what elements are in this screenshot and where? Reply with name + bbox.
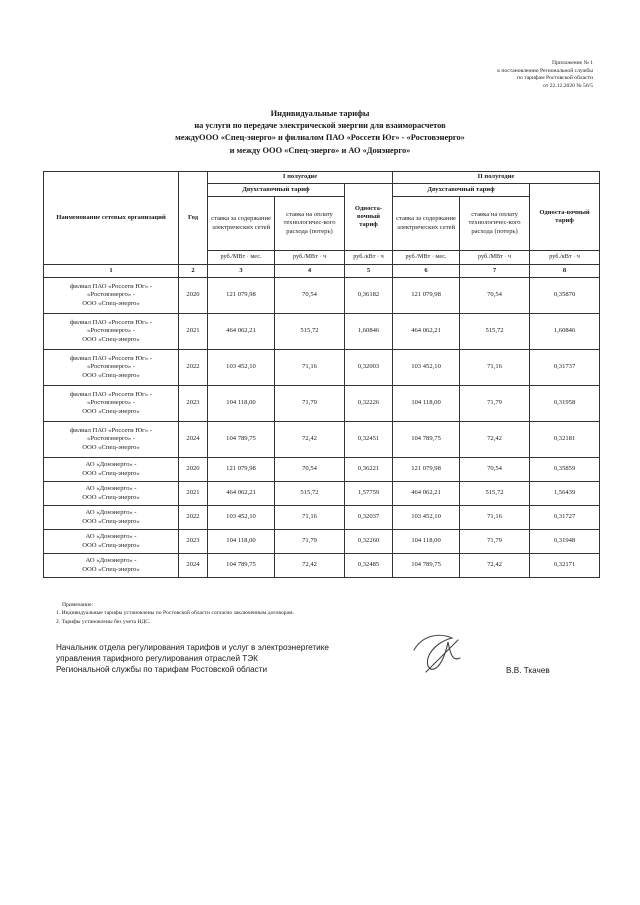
cell-year: 2020	[179, 458, 208, 482]
cell-h2-single: 1,56439	[530, 482, 600, 506]
appendix-header	[497, 60, 593, 90]
table-body	[44, 278, 600, 578]
cell-h2-content: 104 118,00	[393, 530, 460, 554]
cell-h1-single: 0,32003	[345, 350, 393, 386]
cell-year: 2024	[179, 422, 208, 458]
cell-h1-content: 121 079,98	[208, 278, 275, 314]
org-line: филиал ПАО «Россети Юг» -	[70, 283, 152, 291]
cell-h1-losses: 72,42	[275, 554, 345, 578]
cell-year: 2021	[179, 482, 208, 506]
cell-h1-single: 0,36182	[345, 278, 393, 314]
cell-h2-content: 104 118,00	[393, 386, 460, 422]
cell-h1-content: 104 789,75	[208, 422, 275, 458]
cell-h1-content: 121 079,98	[208, 458, 275, 482]
cell-org	[44, 422, 179, 458]
cell-h1-single: 1,60846	[345, 314, 393, 350]
table-row	[44, 506, 600, 530]
cell-h1-losses: 71,16	[275, 506, 345, 530]
appendix-line-4: от 22.12.2020 № 56/5	[543, 82, 593, 89]
title-line-3: междуООО «Спец-энерго» и филиалом ПАО «Россети Юг» - «Ростовэнерго»	[175, 133, 465, 143]
table-row	[44, 482, 600, 506]
header-org: Наименование сетевых организаций	[44, 172, 179, 265]
unit-h2-single: руб./кВт · ч	[530, 251, 600, 265]
table-row	[44, 350, 600, 386]
cell-org	[44, 278, 179, 314]
tariff-table	[43, 171, 600, 578]
cell-h2-content: 103 452,10	[393, 506, 460, 530]
org-line: «Ростовэнерго» -	[87, 363, 135, 371]
cell-h1-losses: 70,54	[275, 458, 345, 482]
signer-name: В.В. Ткачев	[506, 666, 550, 675]
signature-position-line-2: управления тарифного регулирования отраслей ТЭК	[56, 654, 258, 664]
header-h2-two-part: Двухставочный тариф	[393, 184, 530, 197]
column-number: 3	[208, 265, 275, 278]
cell-h2-losses: 515,72	[460, 482, 530, 506]
table-row	[44, 314, 600, 350]
cell-h1-single: 0,36221	[345, 458, 393, 482]
cell-h1-single: 1,57759	[345, 482, 393, 506]
cell-org	[44, 386, 179, 422]
note-1: 1. Индивидуальные тарифы установлены по Ростовской области согласно заключенным договорам.	[56, 610, 294, 617]
cell-h2-single: 0,32171	[530, 554, 600, 578]
appendix-line-1: Приложение № 1	[552, 60, 593, 66]
cell-h1-losses: 515,72	[275, 314, 345, 350]
cell-h2-content: 464 062,21	[393, 482, 460, 506]
cell-h1-content: 464 062,21	[208, 482, 275, 506]
cell-h2-losses: 71,16	[460, 350, 530, 386]
cell-org	[44, 506, 179, 530]
cell-h1-single: 0,32226	[345, 386, 393, 422]
column-number: 5	[345, 265, 393, 278]
header-h2-rate-content: ставка за содержание электрических сетей	[393, 197, 460, 251]
column-number: 6	[393, 265, 460, 278]
table-header	[44, 172, 600, 278]
signature-block	[56, 642, 329, 676]
document-title	[0, 108, 640, 157]
table-row	[44, 458, 600, 482]
cell-year: 2021	[179, 314, 208, 350]
cell-year: 2023	[179, 386, 208, 422]
signature-position-line-1: Начальник отдела регулирования тарифов и услуг в электроэнергетике	[56, 643, 329, 652]
cell-h2-content: 121 079,98	[393, 458, 460, 482]
org-line: ООО «Спец-энерго»	[82, 335, 140, 343]
cell-h2-losses: 71,79	[460, 530, 530, 554]
cell-year: 2020	[179, 278, 208, 314]
org-line: «Ростовэнерго» -	[87, 327, 135, 335]
cell-h2-single: 0,31958	[530, 386, 600, 422]
column-number: 4	[275, 265, 345, 278]
org-line: ООО «Спец-энерго»	[82, 565, 140, 573]
table-row	[44, 278, 600, 314]
unit-h1-content: руб./МВт · мес.	[208, 251, 275, 265]
cell-h2-losses: 70,54	[460, 458, 530, 482]
header-h2-one-part: Односта-вочный тариф	[530, 184, 600, 251]
cell-h1-content: 104 789,75	[208, 554, 275, 578]
org-line: ООО «Спец-энерго»	[82, 407, 140, 415]
header-half-1: I полугодие	[208, 172, 393, 184]
cell-h1-losses: 71,79	[275, 386, 345, 422]
table-row	[44, 422, 600, 458]
header-h1-two-part: Двухставочный тариф	[208, 184, 345, 197]
unit-h2-content: руб./МВт · мес.	[393, 251, 460, 265]
org-line: ООО «Спец-энерго»	[82, 517, 140, 525]
cell-h2-losses: 72,42	[460, 554, 530, 578]
cell-h2-single: 0,31948	[530, 530, 600, 554]
org-line: «Ростовэнерго» -	[87, 435, 135, 443]
notes-heading: Примечание:	[62, 602, 94, 608]
cell-org	[44, 554, 179, 578]
cell-h2-losses: 72,42	[460, 422, 530, 458]
cell-org	[44, 458, 179, 482]
cell-h2-content: 121 079,98	[393, 278, 460, 314]
header-year: Год	[179, 172, 208, 265]
column-number: 8	[530, 265, 600, 278]
header-h1-rate-losses: ставка на оплату технологичес-кого расхода (потерь)	[275, 197, 345, 251]
org-line: АО «Донэнерго» -	[85, 485, 137, 493]
cell-h2-single: 1,60846	[530, 314, 600, 350]
header-h1-one-part: Односта-вочный тариф	[345, 184, 393, 251]
cell-h1-single: 0,32451	[345, 422, 393, 458]
cell-h2-single: 0,35859	[530, 458, 600, 482]
cell-h1-content: 103 452,10	[208, 350, 275, 386]
handwritten-signature	[408, 628, 468, 680]
appendix-line-2: к постановлению Региональной службы	[497, 67, 593, 74]
org-line: филиал ПАО «Россети Юг» -	[70, 319, 152, 327]
cell-h2-content: 104 789,75	[393, 422, 460, 458]
cell-h1-content: 103 452,10	[208, 506, 275, 530]
cell-h1-losses: 70,54	[275, 278, 345, 314]
org-line: АО «Донэнерго» -	[85, 461, 137, 469]
org-line: филиал ПАО «Россети Юг» -	[70, 391, 152, 399]
cell-year: 2022	[179, 350, 208, 386]
org-line: АО «Донэнерго» -	[85, 557, 137, 565]
cell-h1-single: 0,32260	[345, 530, 393, 554]
org-line: ООО «Спец-энерго»	[82, 299, 140, 307]
cell-h1-losses: 515,72	[275, 482, 345, 506]
unit-h1-single: руб./кВт · ч	[345, 251, 393, 265]
org-line: филиал ПАО «Россети Юг» -	[70, 427, 152, 435]
cell-h2-single: 0,31727	[530, 506, 600, 530]
org-line: ООО «Спец-энерго»	[82, 541, 140, 549]
table-row	[44, 386, 600, 422]
cell-h1-content: 104 118,00	[208, 530, 275, 554]
signature-position-line-3: Региональной службы по тарифам Ростовской области	[56, 665, 268, 675]
cell-org	[44, 530, 179, 554]
cell-year: 2023	[179, 530, 208, 554]
unit-h1-losses: руб./МВт · ч	[275, 251, 345, 265]
org-line: ООО «Спец-энерго»	[82, 371, 140, 379]
cell-h2-single: 0,32181	[530, 422, 600, 458]
org-line: АО «Донэнерго» -	[85, 533, 137, 541]
column-number: 2	[179, 265, 208, 278]
cell-year: 2022	[179, 506, 208, 530]
header-half-2: II полугодие	[393, 172, 600, 184]
title-line-1: Индивидуальные тарифы	[270, 109, 370, 118]
unit-h2-losses: руб./МВт · ч	[460, 251, 530, 265]
org-line: ООО «Спец-энерго»	[82, 443, 140, 451]
org-line: ООО «Спец-энерго»	[82, 493, 140, 501]
cell-h1-single: 0,32485	[345, 554, 393, 578]
cell-h2-content: 464 062,21	[393, 314, 460, 350]
cell-h1-losses: 72,42	[275, 422, 345, 458]
cell-h2-single: 0,31737	[530, 350, 600, 386]
cell-h2-losses: 70,54	[460, 278, 530, 314]
org-line: АО «Донэнерго» -	[85, 509, 137, 517]
cell-h2-content: 104 789,75	[393, 554, 460, 578]
notes	[56, 601, 294, 626]
cell-org	[44, 350, 179, 386]
cell-org	[44, 314, 179, 350]
org-line: ООО «Спец-энерго»	[82, 469, 140, 477]
column-number: 7	[460, 265, 530, 278]
org-line: «Ростовэнерго» -	[87, 399, 135, 407]
cell-h1-single: 0,32037	[345, 506, 393, 530]
cell-h1-losses: 71,16	[275, 350, 345, 386]
org-line: филиал ПАО «Россети Юг» -	[70, 355, 152, 363]
header-h2-rate-losses: ставка на оплату технологичес-кого расхода (потерь)	[460, 197, 530, 251]
appendix-line-3: по тарифам Ростовской области	[517, 75, 593, 82]
column-number: 1	[44, 265, 179, 278]
cell-h1-content: 464 062,21	[208, 314, 275, 350]
note-2: 2. Тарифы установлены без учета НДС.	[56, 618, 151, 625]
cell-org	[44, 482, 179, 506]
cell-h2-losses: 71,16	[460, 506, 530, 530]
table-row	[44, 530, 600, 554]
header-h1-rate-content: ставка за содержание электрических сетей	[208, 197, 275, 251]
cell-h2-content: 103 452,10	[393, 350, 460, 386]
cell-h2-losses: 515,72	[460, 314, 530, 350]
title-line-2: на услуги по передаче электрической энергии для взаиморасчетов	[194, 121, 446, 131]
cell-h1-losses: 71,79	[275, 530, 345, 554]
org-line: «Ростовэнерго» -	[87, 291, 135, 299]
cell-year: 2024	[179, 554, 208, 578]
cell-h2-losses: 71,79	[460, 386, 530, 422]
table-row	[44, 554, 600, 578]
cell-h2-single: 0,35870	[530, 278, 600, 314]
title-line-4: и между ООО «Спец-энерго» и АО «Донэнерго»	[229, 145, 411, 155]
cell-h1-content: 104 118,00	[208, 386, 275, 422]
